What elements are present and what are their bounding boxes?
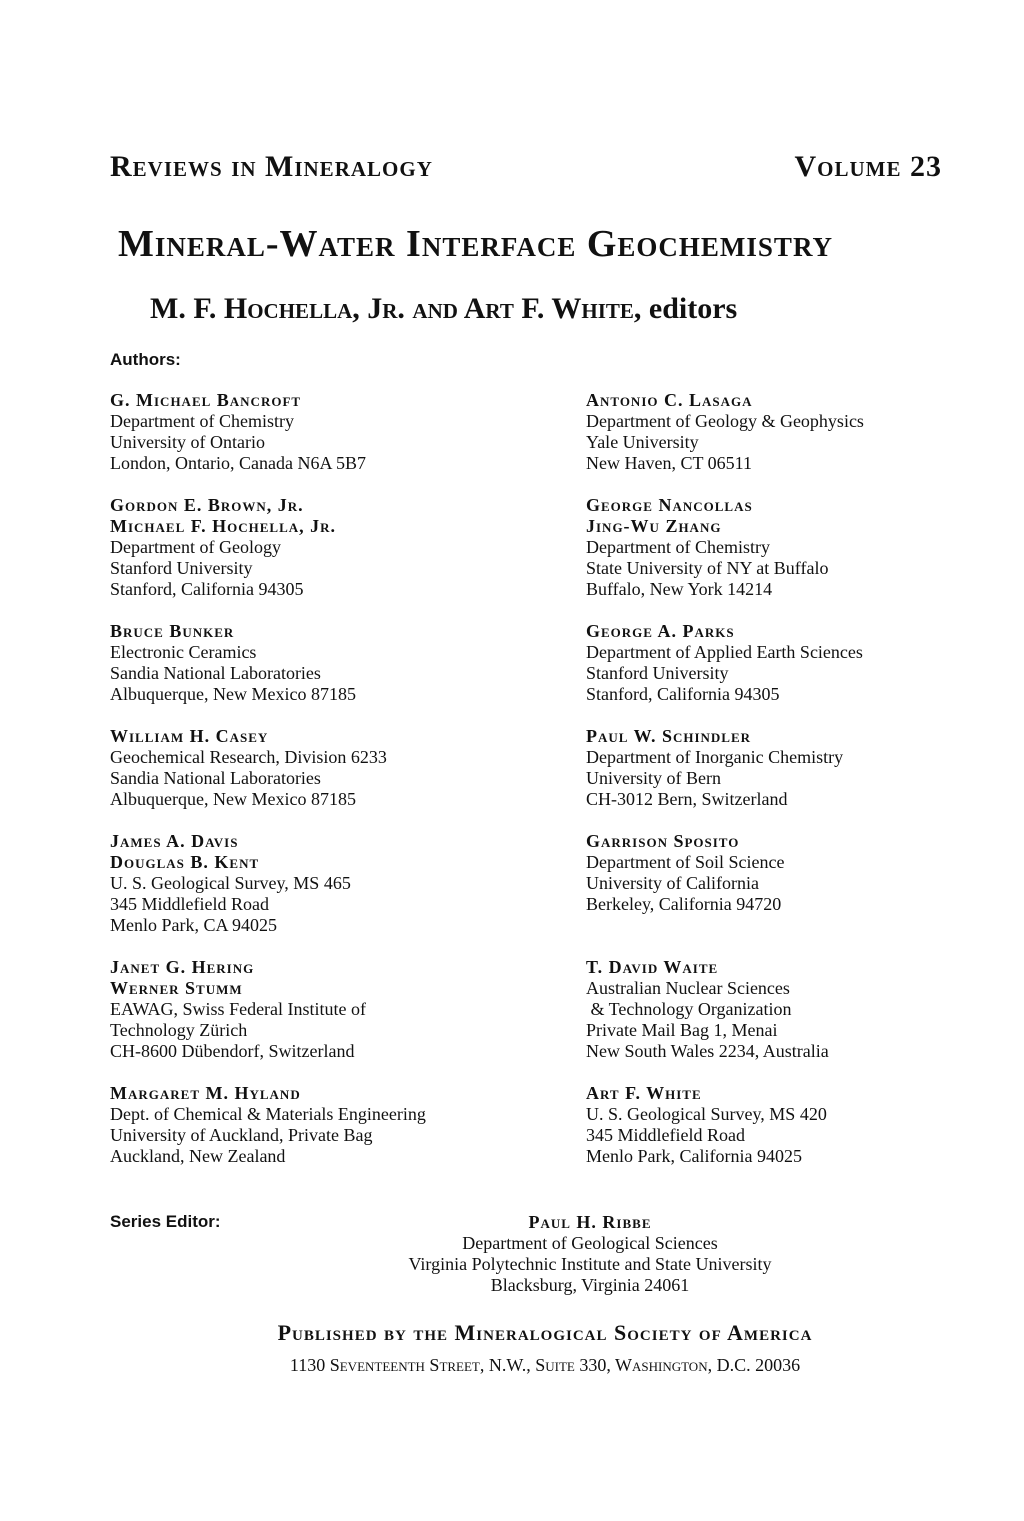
affiliation-line: Stanford University [110, 558, 253, 578]
author-name: Garrison Sposito [586, 831, 740, 851]
affiliation-line: University of California [586, 873, 759, 893]
author-block [586, 957, 829, 1062]
author-block [110, 495, 336, 600]
affiliation-line: 345 Middlefield Road [586, 1125, 745, 1145]
author-name: T. David Waite [586, 957, 719, 977]
publisher-line: Published by the Mineralogical Society of America [277, 1320, 813, 1345]
affiliation-line: Sandia National Laboratories [110, 768, 321, 788]
affiliation-line: Department of Geology [110, 537, 281, 557]
affiliation-line: Geochemical Research, Division 6233 [110, 747, 387, 767]
author-name: Douglas B. Kent [110, 852, 260, 872]
series-editor-name: Paul H. Ribbe [528, 1212, 652, 1232]
affiliation-line: London, Ontario, Canada N6A 5B7 [110, 453, 366, 473]
affiliation-line: State University of NY at Buffalo [586, 558, 829, 578]
author-block [110, 621, 356, 705]
author-block [110, 390, 366, 474]
affiliation-line: Buffalo, New York 14214 [586, 579, 773, 599]
author-block [586, 495, 828, 600]
affiliation-line: & Technology Organization [586, 999, 792, 1019]
editors-line [150, 292, 737, 326]
author-name: G. Michael Bancroft [110, 390, 302, 410]
author-name: Jing-Wu Zhang [586, 516, 722, 536]
author-block [586, 726, 843, 810]
series-editor-line: Virginia Polytechnic Institute and State University [408, 1254, 772, 1274]
author-name: Bruce Bunker [110, 621, 235, 641]
author-name: Paul W. Schindler [586, 726, 752, 746]
author-name: Werner Stumm [110, 978, 243, 998]
author-block [110, 726, 387, 810]
affiliation-line: Department of Chemistry [110, 411, 294, 431]
affiliation-line: Albuquerque, New Mexico 87185 [110, 684, 356, 704]
author-block [110, 1083, 426, 1167]
affiliation-line: Stanford University [586, 663, 729, 683]
affiliation-line: New Haven, CT 06511 [586, 453, 752, 473]
affiliation-line: Berkeley, California 94720 [586, 894, 782, 914]
book-title: Mineral-Water Interface Geochemistry [118, 223, 833, 265]
affiliation-line: U. S. Geological Survey, MS 465 [110, 873, 351, 893]
series-title: Reviews in Mineralogy [110, 150, 433, 183]
authors-label: Authors: [110, 350, 181, 369]
author-block [110, 831, 351, 936]
affiliation-line: CH-3012 Bern, Switzerland [586, 789, 788, 809]
affiliation-line: Department of Soil Science [586, 852, 785, 872]
author-name: George A. Parks [586, 621, 735, 641]
editors-suffix: editors [648, 292, 738, 325]
author-name: Margaret M. Hyland [110, 1083, 301, 1103]
author-name: Michael F. Hochella, Jr. [110, 516, 337, 536]
author-name: Antonio C. Lasaga [586, 390, 753, 410]
affiliation-line: Department of Applied Earth Sciences [586, 642, 863, 662]
affiliation-line: Dept. of Chemical & Materials Engineering [110, 1104, 426, 1124]
affiliation-line: U. S. Geological Survey, MS 420 [586, 1104, 827, 1124]
affiliation-line: EAWAG, Swiss Federal Institute of [110, 999, 367, 1019]
series-editor-line: Department of Geological Sciences [462, 1233, 718, 1253]
affiliation-line: Menlo Park, California 94025 [586, 1146, 802, 1166]
editor-names: M. F. Hochella, Jr. and Art F. White, [150, 292, 642, 325]
author-block [586, 1083, 827, 1167]
author-block [110, 957, 366, 1062]
author-name: Gordon E. Brown, Jr. [110, 495, 304, 515]
author-block [586, 621, 863, 705]
affiliation-line: Auckland, New Zealand [110, 1146, 286, 1166]
affiliation-line: Yale University [586, 432, 699, 452]
affiliation-line: 345 Middlefield Road [110, 894, 269, 914]
affiliation-line: Technology Zürich [110, 1020, 248, 1040]
author-block [586, 831, 784, 915]
series-editor-line: Blacksburg, Virginia 24061 [490, 1275, 690, 1295]
author-name: George Nancollas [586, 495, 753, 515]
affiliation-line: Department of Chemistry [586, 537, 770, 557]
affiliation-line: University of Ontario [110, 432, 265, 452]
affiliation-line: University of Auckland, Private Bag [110, 1125, 373, 1145]
author-name: James A. Davis [110, 831, 239, 851]
author-name: William H. Casey [110, 726, 269, 746]
author-name: Janet G. Hering [110, 957, 255, 977]
series-editor-label: Series Editor: [110, 1212, 221, 1231]
affiliation-line: Electronic Ceramics [110, 642, 257, 662]
affiliation-line: Department of Inorganic Chemistry [586, 747, 844, 767]
affiliation-line: New South Wales 2234, Australia [586, 1041, 829, 1061]
affiliation-line: Stanford, California 94305 [110, 579, 304, 599]
volume-number: Volume 23 [794, 150, 942, 183]
affiliation-line: Menlo Park, CA 94025 [110, 915, 278, 935]
affiliation-line: Private Mail Bag 1, Menai [586, 1020, 778, 1040]
series-editor-block [290, 1212, 890, 1296]
affiliation-line: CH-8600 Dübendorf, Switzerland [110, 1041, 355, 1061]
publisher-address: 1130 Seventeenth Street, N.W., Suite 330, Washington, D.C. 20036 [289, 1355, 801, 1375]
affiliation-line: Stanford, California 94305 [586, 684, 780, 704]
affiliation-line: Albuquerque, New Mexico 87185 [110, 789, 356, 809]
affiliation-line: University of Bern [586, 768, 721, 788]
affiliation-line: Australian Nuclear Sciences [586, 978, 790, 998]
author-block [586, 390, 864, 474]
affiliation-line: Sandia National Laboratories [110, 663, 321, 683]
author-name: Art F. White [586, 1083, 702, 1103]
affiliation-line: Department of Geology & Geophysics [586, 411, 864, 431]
